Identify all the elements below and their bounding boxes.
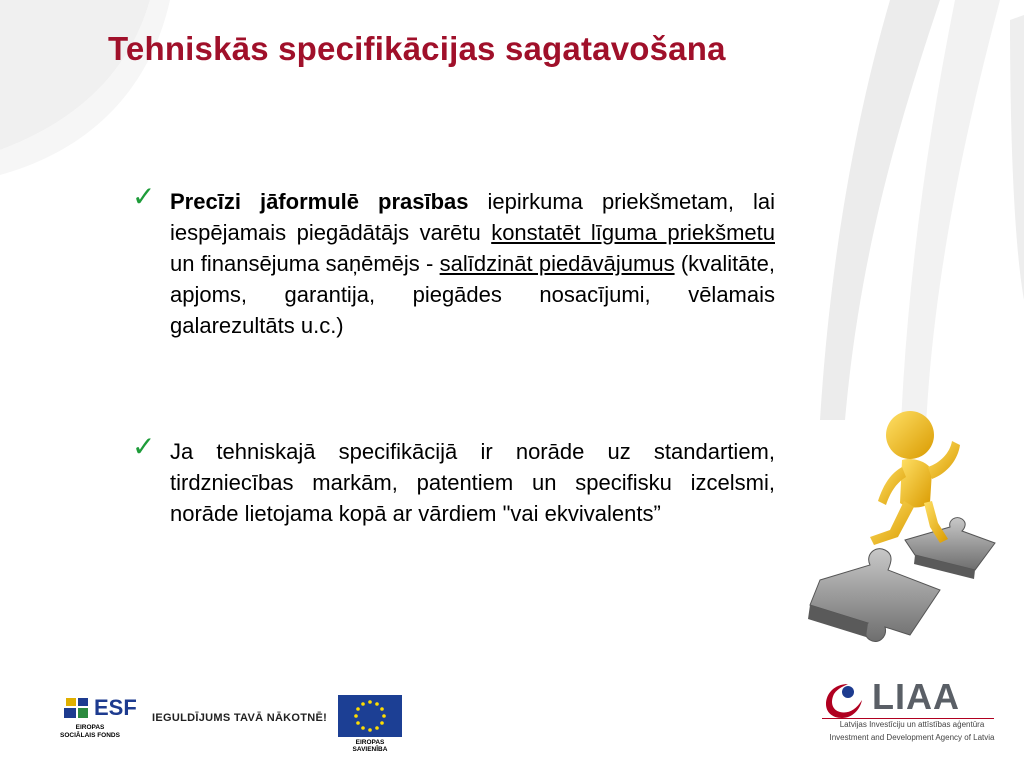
liaa-divider bbox=[822, 718, 994, 719]
eu-label: EIROPAS SAVIENĪBA bbox=[352, 739, 388, 753]
esf-subtitle: EIROPAS SOCIĀLAIS FONDS bbox=[60, 724, 120, 739]
bullet-bold-text: Precīzi jāformulē prasības bbox=[170, 189, 469, 214]
eu-flag-icon bbox=[338, 695, 402, 737]
bullet-item-1 bbox=[132, 180, 776, 341]
liaa-name-lv: Latvijas Investīciju un attīstības aģentūra bbox=[839, 720, 985, 729]
esf-logo-text: ESF bbox=[94, 695, 137, 720]
bullet-text-segment: (kvalitāte, apjoms, garantija, piegādes nosacījumi, vēlamais galarezultāts u.c.) bbox=[170, 251, 775, 338]
checkmark-icon: ✓ bbox=[132, 430, 156, 463]
liaa-name-en: Investment and Development Agency of Latvia bbox=[829, 733, 995, 742]
bullet-text-segment: un finansējuma saņēmējs - bbox=[170, 251, 440, 276]
bullet-text-2: Ja tehniskajā specifikācijā ir norāde uz standartiem, tirdzniecības markām, patentiem un specifisku izcelsmi, norāde lietojama kopā ar vārdiem "vai ekvivalents” bbox=[170, 439, 775, 526]
slogan-text: IEGULDĪJUMS TAVĀ NĀKOTNĒ! bbox=[152, 712, 328, 724]
bullet-text-1 bbox=[170, 186, 775, 341]
bullet-text-segment: iepirkuma priekšmetam, lai iespējamais piegādātājs varētu bbox=[170, 189, 776, 245]
underlined-text: konstatēt līguma priekšmetu bbox=[491, 220, 775, 245]
slide-title: Tehniskās specifikācijas sagatavošana bbox=[108, 30, 726, 67]
esf-logo-icon bbox=[62, 696, 92, 722]
puzzle-figure-illustration bbox=[790, 405, 1020, 665]
checkmark-icon: ✓ bbox=[132, 180, 156, 213]
liaa-logo-text: LIAA bbox=[872, 676, 960, 717]
underlined-text: salīdzināt piedāvājumus bbox=[439, 251, 675, 276]
bullet-item-2 bbox=[132, 430, 775, 529]
